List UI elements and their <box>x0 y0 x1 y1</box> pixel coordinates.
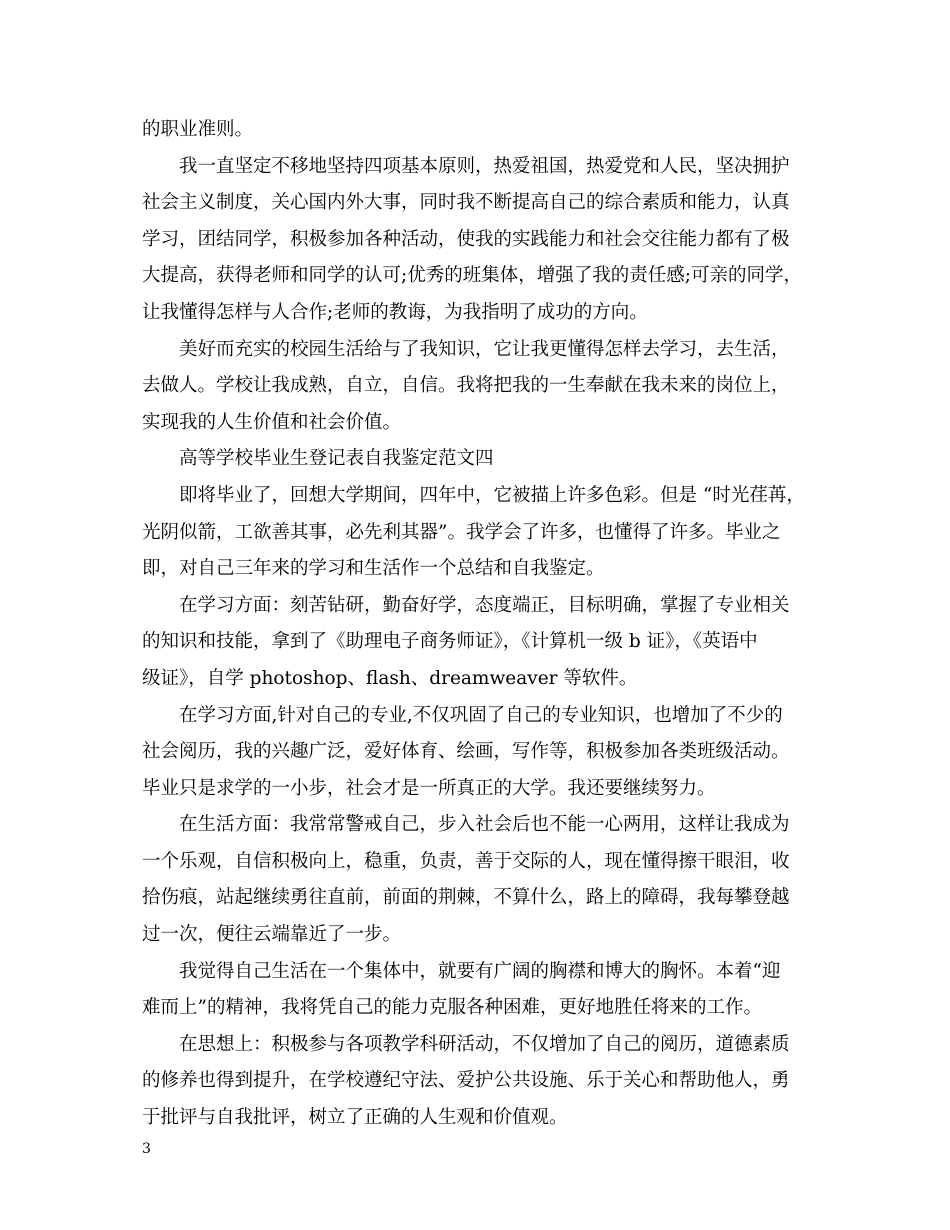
document-body <box>142 112 832 1137</box>
page-number: 3 <box>142 1141 151 1157</box>
text-line: 毕业只是求学的一小步，社会才是一所真正的大学。我还要继续努力。 <box>142 777 716 799</box>
text-line: 我一直坚定不移地坚持四项基本原则，热爱祖国，热爱党和人民，坚决拥护 <box>179 155 790 177</box>
text-line: 让我懂得怎样与人合作;老师的教诲，为我指明了成功的方向。 <box>142 301 648 323</box>
text-line: 的知识和技能，拿到了《助理电子商务师证》，《计算机一级 b 证》，《英语中 <box>142 631 758 653</box>
text-line: 的职业准则。 <box>142 119 254 140</box>
text-line: 社会主义制度，关心国内外大事，同时我不断提高自己的综合素质和能力，认真 <box>142 192 790 214</box>
text-line: 在学习方面：刻苦钻研，勤奋好学，态度端正，目标明确，掌握了专业相关 <box>179 594 790 616</box>
text-line: 于批评与自我批评，树立了正确的人生观和价值观。 <box>142 1107 568 1129</box>
text-line: 我觉得自己生活在一个集体中，就要有广阔的胸襟和博大的胸怀。本着“迎 <box>179 960 781 982</box>
text-line: 一个乐观，自信积极向上，稳重，负责，善于交际的人，现在懂得擦干眼泪，收 <box>142 850 790 872</box>
text-line: 学习，团结同学，积极参加各种活动，使我的实践能力和社会交往能力都有了极 <box>142 228 790 250</box>
text-line: 美好而充实的校园生活给与了我知识，它让我更懂得怎样去学习，去生活， <box>179 338 790 360</box>
text-line: 光阴似箭，工欲善其事，必先利其器”。我学会了许多，也懂得了许多。毕业之 <box>142 521 781 543</box>
text-line: 高等学校毕业生登记表自我鉴定范文四 <box>179 448 494 470</box>
text-line: 即将毕业了，回想大学期间，四年中，它被描上许多色彩。但是 “时光荏苒， <box>179 484 805 506</box>
text-line: 在思想上：积极参与各项教学科研活动，不仅增加了自己的阅历，道德素质 <box>179 1033 790 1055</box>
text-line: 过一次，便往云端靠近了一步。 <box>142 924 402 946</box>
text-line: 拾伤痕，站起继续勇往直前，前面的荆棘，不算什么，路上的障碍，我每攀登越 <box>142 887 790 909</box>
text-line: 去做人。学校让我成熟，自立，自信。我将把我的一生奉献在我未来的岗位上， <box>142 375 790 397</box>
text-line: 在生活方面：我常常警戒自己，步入社会后也不能一心两用，这样让我成为 <box>179 814 790 836</box>
text-line: 在学习方面,针对自己的专业,不仅巩固了自己的专业知识，也增加了不少的 <box>179 704 783 726</box>
text-line: 的修养也得到提升，在学校遵纪守法、爱护公共设施、乐于关心和帮助他人，勇 <box>142 1070 790 1092</box>
text-line: 难而上”的精神，我将凭自己的能力克服各种困难，更好地胜任将来的工作。 <box>142 997 762 1019</box>
text-line: 实现我的人生价值和社会价值。 <box>142 411 402 433</box>
text-line: 社会阅历，我的兴趣广泛，爱好体育、绘画，写作等，积极参加各类班级活动。 <box>142 741 790 763</box>
text-line: 大提高，获得老师和同学的认可;优秀的班集体，增强了我的责任感;可亲的同学， <box>142 265 802 287</box>
text-line: 级证》，自学 photoshop、flash、dreamweaver 等软件。 <box>142 667 638 689</box>
text-line: 即，对自己三年来的学习和生活作一个总结和自我鉴定。 <box>142 558 605 580</box>
